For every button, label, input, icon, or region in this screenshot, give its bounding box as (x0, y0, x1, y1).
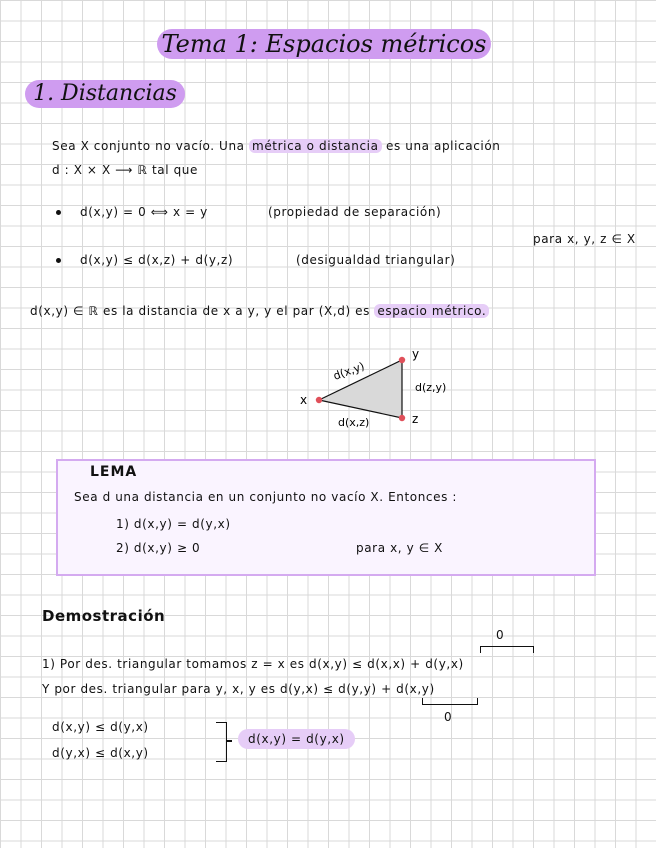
page-title: Tema 1: Espacios métricos (157, 29, 491, 59)
lema-title: LEMA (90, 464, 138, 480)
intro-line-1 (52, 139, 500, 153)
lema-item-2-quantifier: para x, y ∈ X (356, 541, 444, 555)
edge-xz-label: d(x,z) (338, 416, 370, 429)
property-2-note: (desigualdad triangular) (296, 253, 456, 267)
overbrace-1 (480, 646, 534, 653)
definition-text: d(x,y) ∈ ℝ es la distancia de x a y, y el par (X,d) es (30, 304, 370, 318)
brace-bracket (216, 722, 227, 762)
vertex-x-label: x (300, 393, 308, 407)
vertex-z-label: z (412, 412, 419, 426)
inequality-2: d(y,x) ≤ d(x,y) (52, 746, 149, 760)
definition-highlight: espacio métrico. (374, 304, 489, 318)
vertex-y-label: y (412, 347, 420, 361)
demostracion-title: Demostración (42, 607, 166, 625)
brace-tick (226, 740, 232, 742)
vertex-z-dot (399, 415, 405, 421)
bullet-2 (56, 258, 61, 263)
quantifier: para x, y, z ∈ X (533, 232, 636, 246)
bullet-1 (56, 210, 61, 215)
definition-line (30, 304, 489, 318)
triangle-diagram (290, 345, 460, 435)
demo-line-1: 1) Por des. triangular tomamos z = x es d(x,y) ≤ d(x,x) + d(y,x) (42, 657, 464, 671)
zero-annotation-2: 0 (444, 710, 453, 724)
intro-text-a: Sea X conjunto no vacío. Una (52, 139, 245, 153)
vertex-y-dot (399, 357, 405, 363)
inequality-1: d(x,y) ≤ d(y,x) (52, 720, 149, 734)
underbrace-2 (422, 698, 478, 705)
intro-text-b: es una aplicación (385, 139, 501, 153)
zero-annotation-1: 0 (496, 628, 505, 642)
property-1-formula: d(x,y) = 0 ⟺ x = y (80, 205, 208, 219)
property-2-formula: d(x,y) ≤ d(x,z) + d(y,z) (80, 253, 234, 267)
lema-item-1: 1) d(x,y) = d(y,x) (116, 517, 231, 531)
conclusion-highlight: d(x,y) = d(y,x) (238, 729, 355, 749)
vertex-x-dot (316, 397, 322, 403)
lema-statement: Sea d una distancia en un conjunto no vacío X. Entonces : (74, 490, 458, 504)
property-1-note: (propiedad de separación) (268, 205, 442, 219)
edge-zy-label: d(z,y) (415, 381, 447, 394)
lema-item-2: 2) d(x,y) ≥ 0 (116, 541, 201, 555)
demo-line-2: Y por des. triangular para y, x, y es d(y,x) ≤ d(y,y) + d(x,y) (42, 682, 435, 696)
intro-highlight: métrica o distancia (249, 139, 382, 153)
intro-line-2: d : X × X ⟶ ℝ tal que (52, 163, 198, 177)
section-heading: 1. Distancias (25, 80, 185, 108)
edge-xy-label: d(x,y) (331, 359, 367, 383)
